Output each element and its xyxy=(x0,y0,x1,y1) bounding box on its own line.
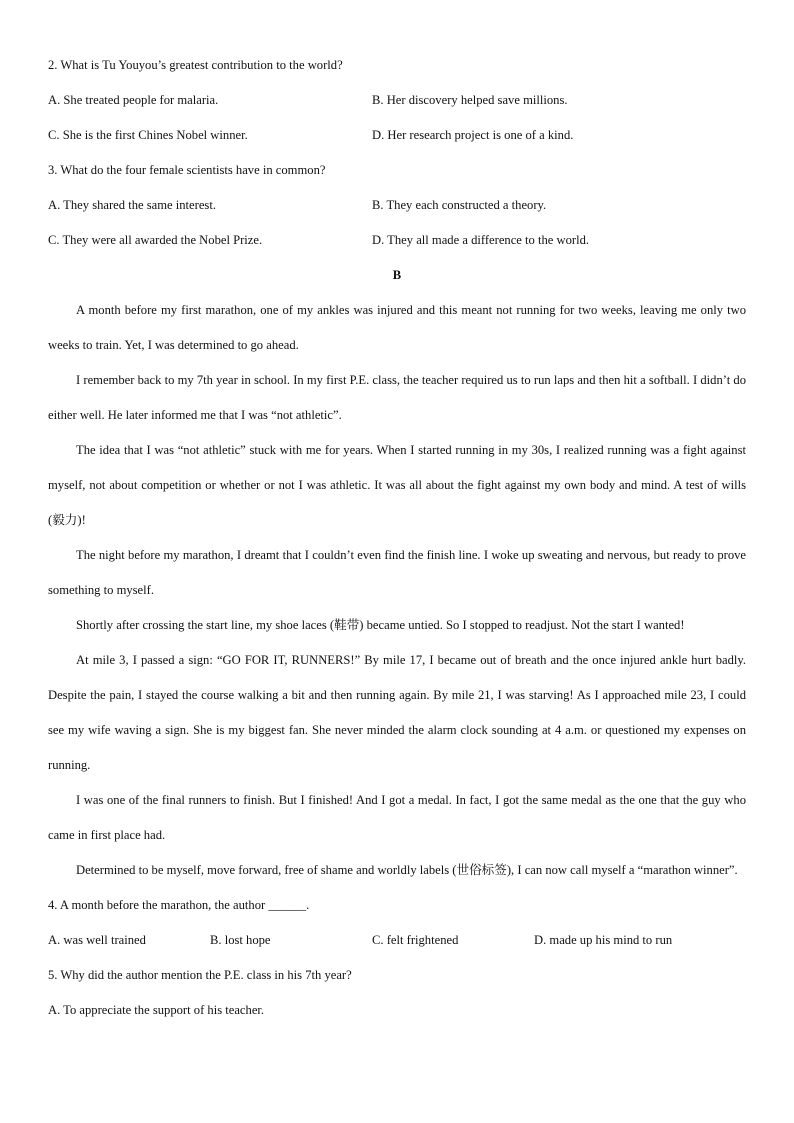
section-label: B xyxy=(392,268,402,282)
question-3-option-c: C. They were all awarded the Nobel Prize. xyxy=(48,233,263,247)
question-4-option-a: A. was well trained xyxy=(48,933,146,947)
passage-paragraph: I was one of the final runners to finish. But I finished! And I got a medal. In fact, I got the same medal as the one that the guy who came in first place had. xyxy=(48,793,746,842)
question-4-options-row xyxy=(48,927,746,962)
question-5-stem: 5. Why did the author mention the P.E. class in his 7th year? xyxy=(48,968,352,982)
question-2-option-b: B. Her discovery helped save millions. xyxy=(372,93,568,107)
question-3-stem: 3. What do the four female scientists have in common? xyxy=(48,163,326,177)
question-2-options-row-1 xyxy=(48,87,746,122)
question-4-option-b: B. lost hope xyxy=(210,933,271,947)
document-page xyxy=(48,52,746,1032)
passage-paragraph: Shortly after crossing the start line, my shoe laces (鞋带) became untied. So I stopped to readjust. Not the start I wanted! xyxy=(76,618,685,632)
question-3-option-b: B. They each constructed a theory. xyxy=(372,198,547,212)
passage-paragraph: The night before my marathon, I dreamt that I couldn’t even find the finish line. I woke up sweating and nervous, but ready to prove something to myself. xyxy=(48,548,746,597)
question-2-stem: 2. What is Tu Youyou’s greatest contribution to the world? xyxy=(48,58,343,72)
passage-paragraph: A month before my first marathon, one of my ankles was injured and this meant not running for two weeks, leaving me only two weeks to train. Yet, I was determined to go ahead. xyxy=(48,303,746,352)
passage-paragraph: At mile 3, I passed a sign: “GO FOR IT, RUNNERS!” By mile 17, I became out of breath and the once injured ankle hurt badly. Despite the pain, I stayed the course walking a bit and then running again. By mile 21, I was starving! As I approached mile 23, I could see my wife waving a sign. She is my biggest fan. She never minded the alarm clock sounding at 4 a.m. or questioned my expenses on running. xyxy=(48,653,746,772)
question-5-option-a: A. To appreciate the support of his teacher. xyxy=(48,1003,265,1017)
question-4-option-c: C. felt frightened xyxy=(372,933,459,947)
question-2-option-d: D. Her research project is one of a kind. xyxy=(372,128,574,142)
question-3-option-d: D. They all made a difference to the world. xyxy=(372,233,590,247)
question-3-options-row-1 xyxy=(48,192,746,227)
passage-paragraph: I remember back to my 7th year in school. In my first P.E. class, the teacher required us to run laps and then hit a softball. I didn’t do either well. He later informed me that I was “not athletic”. xyxy=(48,373,746,422)
passage-paragraph: Determined to be myself, move forward, free of shame and worldly labels (世俗标签), I can now call myself a “marathon winner”. xyxy=(76,863,738,877)
question-3-options-row-2 xyxy=(48,227,746,262)
question-4-stem: 4. A month before the marathon, the author ______. xyxy=(48,898,310,912)
question-2-options-row-2 xyxy=(48,122,746,157)
question-2-option-c: C. She is the first Chines Nobel winner. xyxy=(48,128,248,142)
passage-paragraph: The idea that I was “not athletic” stuck with me for years. When I started running in my 30s, I realized running was a fight against myself, not about competition or whether or not I was athletic. It was all about the fight against my own body and mind. A test of wills (毅力)! xyxy=(48,443,746,527)
question-3-option-a: A. They shared the same interest. xyxy=(48,198,216,212)
question-4-option-d: D. made up his mind to run xyxy=(534,933,673,947)
passage xyxy=(48,293,746,888)
question-2-option-a: A. She treated people for malaria. xyxy=(48,93,219,107)
